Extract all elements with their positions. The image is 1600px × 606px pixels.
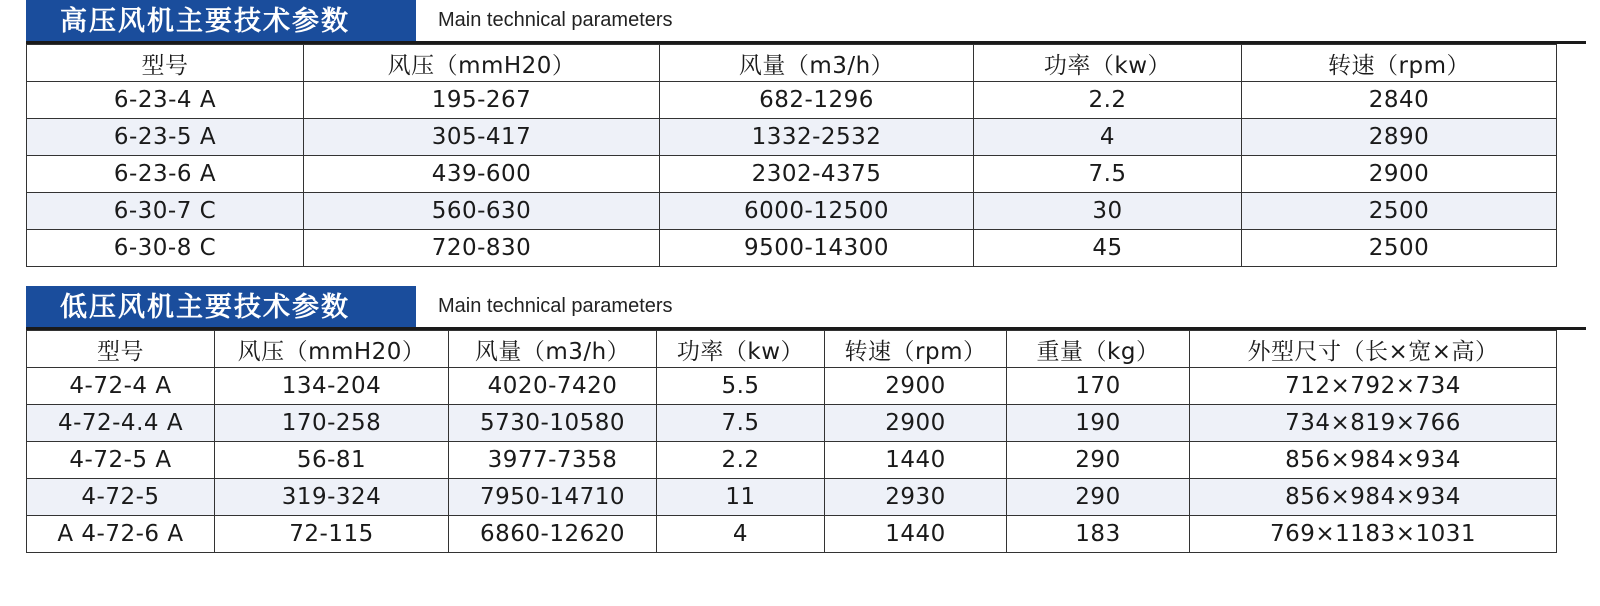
- table-row: [27, 82, 1557, 119]
- table-cell: 4-72-4.4 A: [27, 405, 215, 442]
- table-cell: 195-267: [304, 82, 660, 119]
- low-pressure-table: [26, 330, 1557, 553]
- table-cell: 560-630: [304, 193, 660, 230]
- table-cell: 290: [1007, 479, 1190, 516]
- low-pressure-header: [26, 286, 1586, 330]
- table-cell: 682-1296: [660, 82, 974, 119]
- low-pressure-subtitle: Main technical parameters: [438, 295, 673, 317]
- table-cell: 45: [974, 230, 1242, 267]
- table-row: [27, 442, 1557, 479]
- column-header: 功率（kw）: [657, 331, 825, 368]
- table-cell: 856×984×934: [1190, 442, 1557, 479]
- column-header: 风量（m3/h）: [449, 331, 657, 368]
- table-cell: 7.5: [974, 156, 1242, 193]
- table-cell: 4: [657, 516, 825, 553]
- table-cell: 9500-14300: [660, 230, 974, 267]
- column-header: 风压（mmH20）: [304, 45, 660, 82]
- table-header-row: [27, 331, 1557, 368]
- table-cell: A 4-72-6 A: [27, 516, 215, 553]
- column-header: 型号: [27, 331, 215, 368]
- table-cell: 2900: [1242, 156, 1557, 193]
- high-pressure-rule: [26, 41, 1586, 44]
- table-cell: 2890: [1242, 119, 1557, 156]
- table-cell: 2500: [1242, 230, 1557, 267]
- table-row: [27, 119, 1557, 156]
- low-pressure-rule: [26, 327, 1586, 330]
- table-cell: 7950-14710: [449, 479, 657, 516]
- table-cell: 2.2: [974, 82, 1242, 119]
- table-row: [27, 479, 1557, 516]
- table-cell: 6000-12500: [660, 193, 974, 230]
- table-cell: 712×792×734: [1190, 368, 1557, 405]
- table-cell: 769×1183×1031: [1190, 516, 1557, 553]
- table-cell: 5730-10580: [449, 405, 657, 442]
- table-cell: 6-23-5 A: [27, 119, 304, 156]
- column-header: 功率（kw）: [974, 45, 1242, 82]
- table-row: [27, 230, 1557, 267]
- table-cell: 11: [657, 479, 825, 516]
- table-cell: 4-72-4 A: [27, 368, 215, 405]
- table-row: [27, 405, 1557, 442]
- high-pressure-subtitle: Main technical parameters: [438, 9, 673, 31]
- table-cell: 2302-4375: [660, 156, 974, 193]
- column-header: 风量（m3/h）: [660, 45, 974, 82]
- high-pressure-header: [26, 0, 1586, 44]
- column-header: 重量（kg）: [1007, 331, 1190, 368]
- table-cell: 734×819×766: [1190, 405, 1557, 442]
- table-cell: 134-204: [215, 368, 449, 405]
- table-cell: 4020-7420: [449, 368, 657, 405]
- table-cell: 6860-12620: [449, 516, 657, 553]
- column-header: 外型尺寸（长×宽×高）: [1190, 331, 1557, 368]
- low-pressure-section: [26, 286, 1586, 553]
- table-cell: 1440: [825, 516, 1007, 553]
- column-header: 型号: [27, 45, 304, 82]
- table-cell: 2930: [825, 479, 1007, 516]
- table-cell: 2840: [1242, 82, 1557, 119]
- high-pressure-section: [26, 0, 1586, 267]
- table-cell: 4-72-5: [27, 479, 215, 516]
- column-header: 转速（rpm）: [825, 331, 1007, 368]
- column-header: 风压（mmH20）: [215, 331, 449, 368]
- table-cell: 4: [974, 119, 1242, 156]
- table-cell: 856×984×934: [1190, 479, 1557, 516]
- table-cell: 2900: [825, 368, 1007, 405]
- table-cell: 4-72-5 A: [27, 442, 215, 479]
- table-cell: 3977-7358: [449, 442, 657, 479]
- table-cell: 439-600: [304, 156, 660, 193]
- table-cell: 720-830: [304, 230, 660, 267]
- low-pressure-title: 低压风机主要技术参数: [26, 286, 416, 330]
- table-cell: 183: [1007, 516, 1190, 553]
- table-cell: 2500: [1242, 193, 1557, 230]
- high-pressure-table: [26, 44, 1557, 267]
- table-cell: 305-417: [304, 119, 660, 156]
- table-cell: 7.5: [657, 405, 825, 442]
- table-cell: 30: [974, 193, 1242, 230]
- table-cell: 56-81: [215, 442, 449, 479]
- table-cell: 6-30-8 C: [27, 230, 304, 267]
- table-cell: 170: [1007, 368, 1190, 405]
- table-cell: 1332-2532: [660, 119, 974, 156]
- table-row: [27, 368, 1557, 405]
- column-header: 转速（rpm）: [1242, 45, 1557, 82]
- table-cell: 2900: [825, 405, 1007, 442]
- table-row: [27, 156, 1557, 193]
- table-cell: 2.2: [657, 442, 825, 479]
- table-cell: 6-30-7 C: [27, 193, 304, 230]
- table-cell: 319-324: [215, 479, 449, 516]
- table-row: [27, 193, 1557, 230]
- table-row: [27, 516, 1557, 553]
- table-cell: 72-115: [215, 516, 449, 553]
- table-cell: 6-23-6 A: [27, 156, 304, 193]
- table-header-row: [27, 45, 1557, 82]
- table-cell: 1440: [825, 442, 1007, 479]
- table-cell: 290: [1007, 442, 1190, 479]
- table-cell: 5.5: [657, 368, 825, 405]
- table-cell: 170-258: [215, 405, 449, 442]
- table-cell: 6-23-4 A: [27, 82, 304, 119]
- table-cell: 190: [1007, 405, 1190, 442]
- high-pressure-title: 高压风机主要技术参数: [26, 0, 416, 44]
